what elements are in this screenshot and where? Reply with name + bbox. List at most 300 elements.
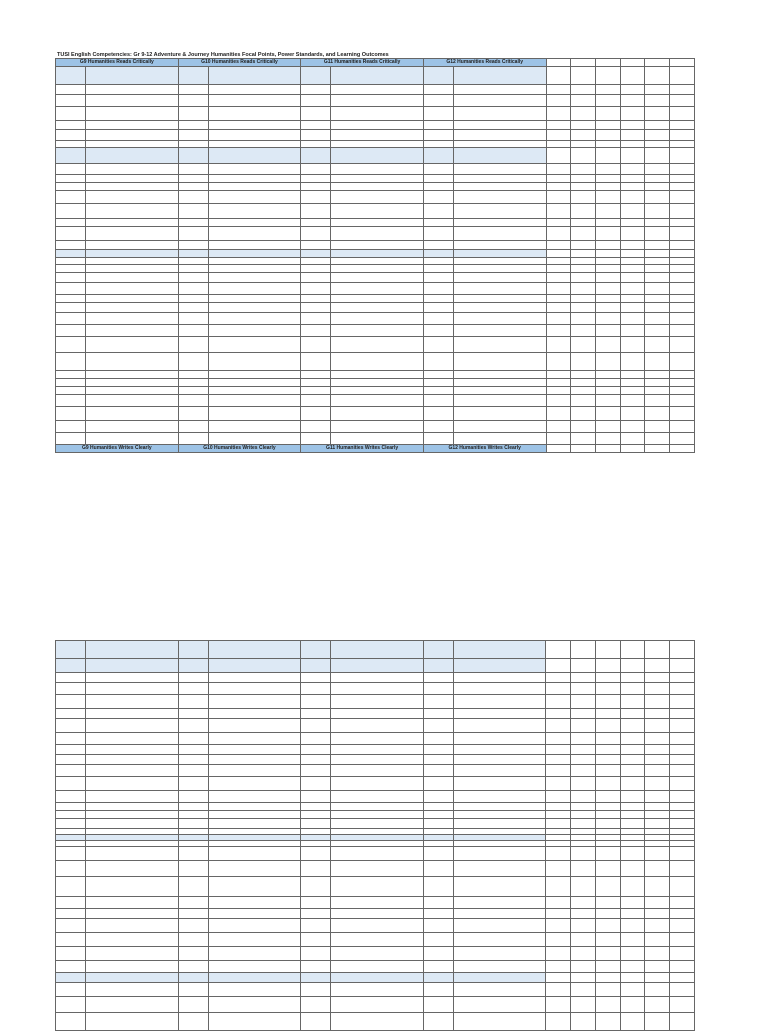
empty-cell <box>670 673 695 683</box>
grid-row <box>56 961 695 973</box>
grid-row <box>56 325 695 337</box>
outcome-cell <box>453 121 546 130</box>
outcome-cell <box>331 313 424 325</box>
empty-cell <box>645 313 670 325</box>
code-cell <box>423 777 453 791</box>
code-cell <box>56 183 86 191</box>
grid-row <box>56 1013 695 1031</box>
code-cell <box>56 204 86 219</box>
code-cell <box>56 641 86 659</box>
code-cell <box>423 933 453 947</box>
empty-cell <box>546 379 571 387</box>
empty-cell <box>595 933 620 947</box>
empty-cell <box>595 227 620 241</box>
empty-cell <box>571 395 596 407</box>
empty-cell <box>571 107 596 121</box>
empty-cell <box>595 961 620 973</box>
empty-cell <box>670 148 695 164</box>
outcome-cell <box>331 164 424 175</box>
outcome-cell <box>453 107 546 121</box>
outcome-cell <box>86 85 179 95</box>
empty-cell <box>595 265 620 273</box>
code-cell <box>56 733 86 745</box>
outcome-cell <box>86 695 179 709</box>
grid-row <box>56 67 695 85</box>
outcome-cell <box>86 909 179 919</box>
outcome-cell <box>208 659 301 673</box>
empty-cell <box>571 777 596 791</box>
code-cell <box>301 683 331 695</box>
empty-cell <box>670 755 695 765</box>
empty-cell <box>595 983 620 997</box>
code-cell <box>178 695 208 709</box>
empty-cell <box>670 313 695 325</box>
empty-cell <box>571 421 596 433</box>
empty-cell <box>571 227 596 241</box>
empty-cell <box>670 204 695 219</box>
g12-reads-header: G12 Humanities Reads Critically <box>423 59 546 67</box>
empty-cell <box>546 227 571 241</box>
empty-cell <box>645 811 670 819</box>
empty-cell <box>645 183 670 191</box>
empty-cell <box>645 219 670 227</box>
outcome-cell <box>331 379 424 387</box>
code-cell <box>301 379 331 387</box>
empty-cell <box>546 265 571 273</box>
empty-cell <box>645 709 670 719</box>
outcome-cell <box>86 337 179 353</box>
empty-cell <box>546 371 571 379</box>
empty-cell <box>546 241 571 250</box>
empty-cell <box>645 85 670 95</box>
code-cell <box>56 395 86 407</box>
outcome-cell <box>331 791 424 803</box>
code-cell <box>423 765 453 777</box>
empty-cell <box>645 973 670 983</box>
code-cell <box>301 909 331 919</box>
code-cell <box>301 695 331 709</box>
page-1-rows <box>56 67 695 445</box>
code-cell <box>301 719 331 733</box>
outcome-cell <box>453 273 546 283</box>
empty-cell <box>620 219 645 227</box>
empty-cell <box>620 745 645 755</box>
empty-cell <box>546 765 571 777</box>
empty-cell <box>546 387 571 395</box>
empty-cell <box>670 141 695 148</box>
code-cell <box>56 777 86 791</box>
code-cell <box>423 204 453 219</box>
empty-cell <box>670 719 695 733</box>
code-cell <box>423 191 453 204</box>
empty-cell <box>645 325 670 337</box>
empty-cell <box>645 121 670 130</box>
grid-row <box>56 395 695 407</box>
outcome-cell <box>331 219 424 227</box>
empty-cell <box>620 709 645 719</box>
empty-cell <box>595 241 620 250</box>
grid-row <box>56 673 695 683</box>
empty-cell <box>595 325 620 337</box>
code-cell <box>56 303 86 313</box>
empty-cell <box>595 847 620 861</box>
empty-cell <box>620 877 645 897</box>
code-cell <box>178 219 208 227</box>
empty-cell <box>670 909 695 919</box>
empty-cell <box>546 395 571 407</box>
outcome-cell <box>331 897 424 909</box>
empty-cell <box>645 909 670 919</box>
competency-grid-page-1 <box>55 58 695 453</box>
empty-cell <box>645 141 670 148</box>
empty-cell <box>595 353 620 371</box>
empty-cell <box>620 183 645 191</box>
code-cell <box>56 847 86 861</box>
outcome-cell <box>86 777 179 791</box>
empty-cell <box>645 191 670 204</box>
outcome-cell <box>208 303 301 313</box>
empty-cell <box>546 709 571 719</box>
code-cell <box>178 130 208 141</box>
code-cell <box>178 909 208 919</box>
code-cell <box>56 95 86 107</box>
empty-cell <box>546 673 571 683</box>
outcome-cell <box>331 819 424 829</box>
grid-row <box>56 164 695 175</box>
outcome-cell <box>453 395 546 407</box>
empty-cell <box>546 683 571 695</box>
empty-cell <box>546 95 571 107</box>
grid-row <box>56 130 695 141</box>
competency-grid-page-2 <box>55 640 695 1031</box>
code-cell <box>178 811 208 819</box>
code-cell <box>423 803 453 811</box>
grid-row <box>56 709 695 719</box>
code-cell <box>178 755 208 765</box>
outcome-cell <box>208 877 301 897</box>
empty-cell <box>571 130 596 141</box>
outcome-cell <box>86 379 179 387</box>
empty-cell <box>645 659 670 673</box>
empty-cell <box>645 933 670 947</box>
code-cell <box>56 745 86 755</box>
outcome-cell <box>86 227 179 241</box>
outcome-cell <box>208 175 301 183</box>
empty-cell <box>595 421 620 433</box>
outcome-cell <box>331 325 424 337</box>
empty-cell <box>645 283 670 295</box>
outcome-cell <box>86 407 179 421</box>
empty-cell <box>620 283 645 295</box>
code-cell <box>178 95 208 107</box>
outcome-cell <box>86 219 179 227</box>
code-cell <box>301 353 331 371</box>
outcome-cell <box>208 250 301 258</box>
outcome-cell <box>208 803 301 811</box>
grid-row <box>56 295 695 303</box>
empty-cell <box>620 983 645 997</box>
code-cell <box>178 745 208 755</box>
code-cell <box>423 371 453 379</box>
empty-cell <box>595 148 620 164</box>
code-cell <box>423 395 453 407</box>
code-cell <box>56 897 86 909</box>
empty-cell <box>595 1013 620 1031</box>
outcome-cell <box>453 204 546 219</box>
code-cell <box>178 273 208 283</box>
empty-cell <box>670 407 695 421</box>
outcome-cell <box>208 353 301 371</box>
empty-cell <box>571 659 596 673</box>
outcome-cell <box>453 897 546 909</box>
outcome-cell <box>453 983 546 997</box>
empty-cell <box>571 371 596 379</box>
code-cell <box>301 130 331 141</box>
outcome-cell <box>331 641 424 659</box>
grid-row <box>56 258 695 265</box>
empty-cell <box>670 919 695 933</box>
code-cell <box>178 283 208 295</box>
empty-cell <box>546 219 571 227</box>
code-cell <box>178 265 208 273</box>
outcome-cell <box>331 191 424 204</box>
code-cell <box>178 997 208 1013</box>
code-cell <box>423 659 453 673</box>
code-cell <box>301 709 331 719</box>
empty-cell <box>595 313 620 325</box>
grid-row <box>56 273 695 283</box>
outcome-cell <box>453 659 546 673</box>
code-cell <box>423 897 453 909</box>
empty-cell <box>645 353 670 371</box>
outcome-cell <box>453 227 546 241</box>
code-cell <box>423 947 453 961</box>
grid-row <box>56 191 695 204</box>
g9-reads-header: G9 Humanities Reads Critically <box>56 59 179 67</box>
empty-cell <box>620 295 645 303</box>
empty-cell <box>571 983 596 997</box>
empty-cell <box>595 811 620 819</box>
outcome-cell <box>86 745 179 755</box>
empty-cell <box>670 997 695 1013</box>
empty-cell <box>571 295 596 303</box>
code-cell <box>301 191 331 204</box>
empty-cell <box>645 265 670 273</box>
outcome-cell <box>331 745 424 755</box>
code-cell <box>301 337 331 353</box>
outcome-cell <box>331 265 424 273</box>
empty-cell <box>546 695 571 709</box>
empty-cell <box>546 85 571 95</box>
grid-row <box>56 803 695 811</box>
outcome-cell <box>331 295 424 303</box>
empty-cell <box>571 85 596 95</box>
empty-cell <box>595 273 620 283</box>
empty-cell <box>670 353 695 371</box>
code-cell <box>301 777 331 791</box>
outcome-cell <box>453 148 546 164</box>
code-cell <box>56 67 86 85</box>
empty-cell <box>620 204 645 219</box>
outcome-cell <box>86 387 179 395</box>
outcome-cell <box>86 325 179 337</box>
code-cell <box>56 765 86 777</box>
outcome-cell <box>86 897 179 909</box>
empty-cell <box>571 947 596 961</box>
outcome-cell <box>208 433 301 445</box>
empty-cell <box>571 919 596 933</box>
empty-cell <box>670 164 695 175</box>
outcome-cell <box>208 919 301 933</box>
empty-cell <box>571 973 596 983</box>
code-cell <box>423 130 453 141</box>
grid-row <box>56 777 695 791</box>
empty-cell <box>595 371 620 379</box>
empty-cell <box>571 121 596 130</box>
outcome-cell <box>453 303 546 313</box>
code-cell <box>301 803 331 811</box>
empty-cell <box>620 258 645 265</box>
empty-cell <box>645 227 670 241</box>
outcome-cell <box>453 709 546 719</box>
empty-cell <box>595 204 620 219</box>
empty-cell <box>645 258 670 265</box>
code-cell <box>178 765 208 777</box>
empty-cell <box>670 273 695 283</box>
empty-cell <box>595 407 620 421</box>
outcome-cell <box>331 121 424 130</box>
outcome-cell <box>331 85 424 95</box>
outcome-cell <box>331 337 424 353</box>
outcome-cell <box>331 709 424 719</box>
empty-cell <box>546 130 571 141</box>
outcome-cell <box>453 67 546 85</box>
outcome-cell <box>453 811 546 819</box>
empty-cell <box>595 337 620 353</box>
outcome-cell <box>331 777 424 791</box>
outcome-cell <box>208 947 301 961</box>
code-cell <box>301 164 331 175</box>
code-cell <box>301 67 331 85</box>
outcome-cell <box>453 961 546 973</box>
empty-cell <box>670 265 695 273</box>
code-cell <box>301 95 331 107</box>
empty-cell <box>595 973 620 983</box>
outcome-cell <box>453 765 546 777</box>
outcome-cell <box>331 755 424 765</box>
code-cell <box>423 997 453 1013</box>
code-cell <box>56 919 86 933</box>
outcome-cell <box>208 421 301 433</box>
empty-cell <box>620 641 645 659</box>
code-cell <box>301 733 331 745</box>
outcome-cell <box>208 273 301 283</box>
outcome-cell <box>86 130 179 141</box>
code-cell <box>423 250 453 258</box>
outcome-cell <box>331 997 424 1013</box>
empty-cell <box>670 387 695 395</box>
outcome-cell <box>331 683 424 695</box>
empty-cell <box>670 933 695 947</box>
code-cell <box>178 121 208 130</box>
empty-cell <box>595 997 620 1013</box>
code-cell <box>423 175 453 183</box>
code-cell <box>56 997 86 1013</box>
code-cell <box>56 141 86 148</box>
empty-cell <box>645 295 670 303</box>
code-cell <box>301 791 331 803</box>
code-cell <box>423 313 453 325</box>
outcome-cell <box>208 719 301 733</box>
empty-cell <box>595 919 620 933</box>
outcome-cell <box>86 973 179 983</box>
code-cell <box>178 733 208 745</box>
empty-cell <box>620 421 645 433</box>
empty-cell <box>546 191 571 204</box>
outcome-cell <box>453 683 546 695</box>
empty-cell <box>546 819 571 829</box>
code-cell <box>301 745 331 755</box>
code-cell <box>56 219 86 227</box>
outcome-cell <box>86 371 179 379</box>
outcome-cell <box>453 371 546 379</box>
g11-writes-header: G11 Humanities Writes Clearly <box>301 445 424 453</box>
outcome-cell <box>86 997 179 1013</box>
empty-cell <box>546 283 571 295</box>
empty-cell <box>546 141 571 148</box>
empty-cell <box>620 379 645 387</box>
empty-cell <box>546 353 571 371</box>
code-cell <box>301 313 331 325</box>
code-cell <box>301 219 331 227</box>
outcome-cell <box>453 777 546 791</box>
empty-cell <box>571 861 596 877</box>
code-cell <box>301 765 331 777</box>
empty-cell <box>595 709 620 719</box>
empty-cell <box>670 803 695 811</box>
code-cell <box>56 250 86 258</box>
empty-cell <box>620 371 645 379</box>
empty-cell <box>645 303 670 313</box>
outcome-cell <box>453 337 546 353</box>
code-cell <box>423 683 453 695</box>
grid-row <box>56 695 695 709</box>
outcome-cell <box>86 107 179 121</box>
empty-cell <box>571 719 596 733</box>
outcome-cell <box>453 313 546 325</box>
outcome-cell <box>331 933 424 947</box>
outcome-cell <box>453 745 546 755</box>
empty-cell <box>645 819 670 829</box>
outcome-cell <box>453 130 546 141</box>
outcome-cell <box>86 313 179 325</box>
empty-cell <box>620 909 645 919</box>
outcome-cell <box>331 148 424 164</box>
outcome-cell <box>453 250 546 258</box>
outcome-cell <box>453 265 546 273</box>
empty-cell <box>595 219 620 227</box>
code-cell <box>301 183 331 191</box>
code-cell <box>178 973 208 983</box>
empty-cell <box>670 733 695 745</box>
code-cell <box>423 673 453 683</box>
empty-cell <box>595 897 620 909</box>
empty-cell <box>571 1013 596 1031</box>
code-cell <box>301 919 331 933</box>
code-cell <box>178 337 208 353</box>
empty-cell <box>620 241 645 250</box>
empty-cell <box>670 819 695 829</box>
